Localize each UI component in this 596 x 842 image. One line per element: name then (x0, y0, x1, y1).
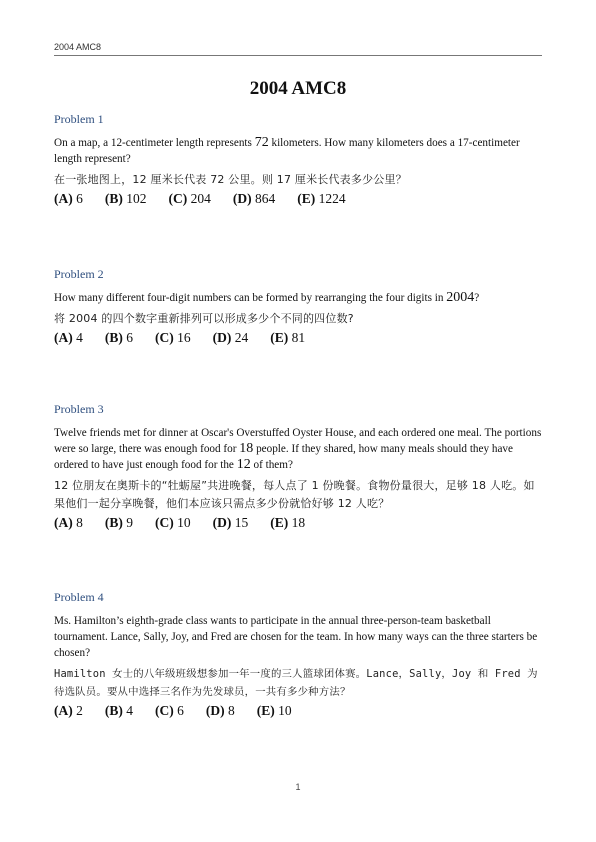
choice-label: (D) (212, 330, 232, 345)
choice-label: (D) (205, 703, 225, 718)
choice-e (257, 703, 292, 719)
page-number: 1 (295, 782, 301, 792)
text-segment: of them? (250, 459, 293, 471)
problem-heading: Problem 3 (54, 402, 104, 416)
text-segment: Ms. Hamilton’s eighth-grade class wants to participate in the annual three-person-team basketball tournament. Lance, Sally, Joy, and Fred are chosen for the team. In how many ways can the three starters be chosen? (54, 615, 538, 659)
choice-e (270, 330, 305, 346)
choice-value: 6 (76, 191, 83, 206)
choice-d (206, 703, 235, 719)
text-segment: ? (474, 292, 480, 304)
problem-text-zh: Hamilton 女士的八年级班级想参加一年一度的三人篮球团体赛。Lance，Sally，Joy 和 Fred 为待选队员。要从中选择三名作为先发球员，一共有多少种方法？ (54, 668, 538, 698)
choice-b (105, 515, 133, 531)
choice-label: (C) (155, 703, 174, 718)
problem-text-zh: 12 位朋友在奥斯卡的“牡蛎屋”共进晚餐，每人点了 1 份晚餐。食物份量很大，足够 18 人吃。如果他们一起分享晚餐，他们本应该只需点多少份就恰好够 12 人吃？ (54, 479, 535, 510)
choice-label: (C) (168, 191, 188, 206)
choice-b (105, 330, 133, 346)
problem-heading: Problem 4 (54, 590, 104, 604)
choice-label: (E) (297, 191, 316, 206)
math-number: 18 (239, 441, 254, 456)
choice-value: 10 (278, 703, 292, 718)
choice-a (54, 703, 83, 719)
choice-value: 6 (177, 703, 184, 718)
choice-c (169, 191, 211, 207)
choice-label: (E) (256, 703, 275, 718)
problem-text-en (54, 290, 542, 306)
choice-value: 4 (76, 330, 83, 345)
choice-value: 8 (228, 703, 235, 718)
choice-a (54, 515, 83, 531)
choice-label: (C) (155, 515, 174, 530)
text-segment: On a map, a 12-centimeter length represents (54, 137, 255, 149)
problem-text-zh: 在一张地图上，12 厘米长代表 72 公里。则 17 厘米长代表多少公里？ (54, 173, 407, 186)
problem-2 (54, 267, 542, 346)
choice-label: (B) (104, 703, 123, 718)
choice-value: 1224 (318, 191, 346, 206)
math-number: 2004 (446, 290, 475, 305)
choice-value: 18 (291, 515, 306, 530)
problem-heading: Problem 1 (54, 112, 104, 126)
choice-label: (B) (104, 515, 123, 530)
choice-value: 6 (126, 330, 133, 345)
answer-choices (54, 191, 542, 207)
math-number: 72 (254, 135, 269, 150)
answer-choices (54, 703, 542, 719)
problem-3 (54, 402, 542, 531)
choice-value: 10 (177, 515, 191, 530)
choice-label: (B) (104, 191, 123, 206)
text-segment: kilometers. How many kilometers does a 17-centimeter length represent? (54, 137, 520, 165)
choice-label: (A) (54, 191, 73, 206)
choice-label: (A) (54, 515, 73, 530)
choice-d (213, 330, 249, 346)
choice-label: (E) (270, 515, 289, 530)
choice-value: 4 (126, 703, 133, 718)
choice-a (54, 330, 83, 346)
choice-label: (D) (232, 191, 252, 206)
choice-a (54, 191, 83, 207)
problem-heading: Problem 2 (54, 267, 104, 281)
problem-text-en (54, 135, 542, 167)
choice-b (105, 703, 133, 719)
choice-label: (A) (54, 703, 73, 718)
problem-4 (54, 590, 542, 719)
choice-value: 9 (126, 515, 133, 530)
choice-value: 204 (190, 191, 211, 206)
running-header: 2004 AMC8 (54, 42, 542, 56)
problem-text-zh: 将 2004 的四个数字重新排列可以形成多少个不同的四位数? (54, 312, 354, 325)
choice-b (105, 191, 147, 207)
choice-d (233, 191, 275, 207)
choice-value: 15 (234, 515, 249, 530)
choice-c (155, 703, 184, 719)
text-segment: Twelve friends met for dinner at Oscar's Overstuffed Oyster House, and each ordered one meal. The portions were so large, there was enough food for (54, 427, 542, 455)
choice-e (270, 515, 305, 531)
choice-d (213, 515, 249, 531)
answer-choices (54, 330, 542, 346)
choice-value: 102 (126, 191, 147, 206)
math-number: 12 (236, 457, 251, 472)
choice-label: (A) (54, 330, 73, 345)
choice-c (155, 330, 191, 346)
choice-value: 16 (177, 330, 191, 345)
choice-c (155, 515, 191, 531)
choice-value: 24 (234, 330, 249, 345)
text-segment: How many different four-digit numbers can be formed by rearranging the four digits in (54, 292, 447, 304)
choice-value: 2 (76, 703, 83, 718)
text-segment: people. If they shared, how many meals should they have ordered to have just enough food for the (54, 443, 513, 471)
problem-1 (54, 112, 542, 207)
choice-value: 8 (76, 515, 83, 530)
problem-text-en (54, 425, 542, 473)
choice-label: (B) (104, 330, 123, 345)
choice-e (297, 191, 345, 207)
choice-label: (D) (212, 515, 232, 530)
choice-label: (C) (155, 330, 174, 345)
document-title: 2004 AMC8 (249, 78, 347, 99)
answer-choices (54, 515, 542, 531)
choice-label: (E) (270, 330, 289, 345)
problem-text-en (54, 613, 542, 661)
choice-value: 864 (255, 191, 276, 206)
choice-value: 81 (291, 330, 306, 345)
